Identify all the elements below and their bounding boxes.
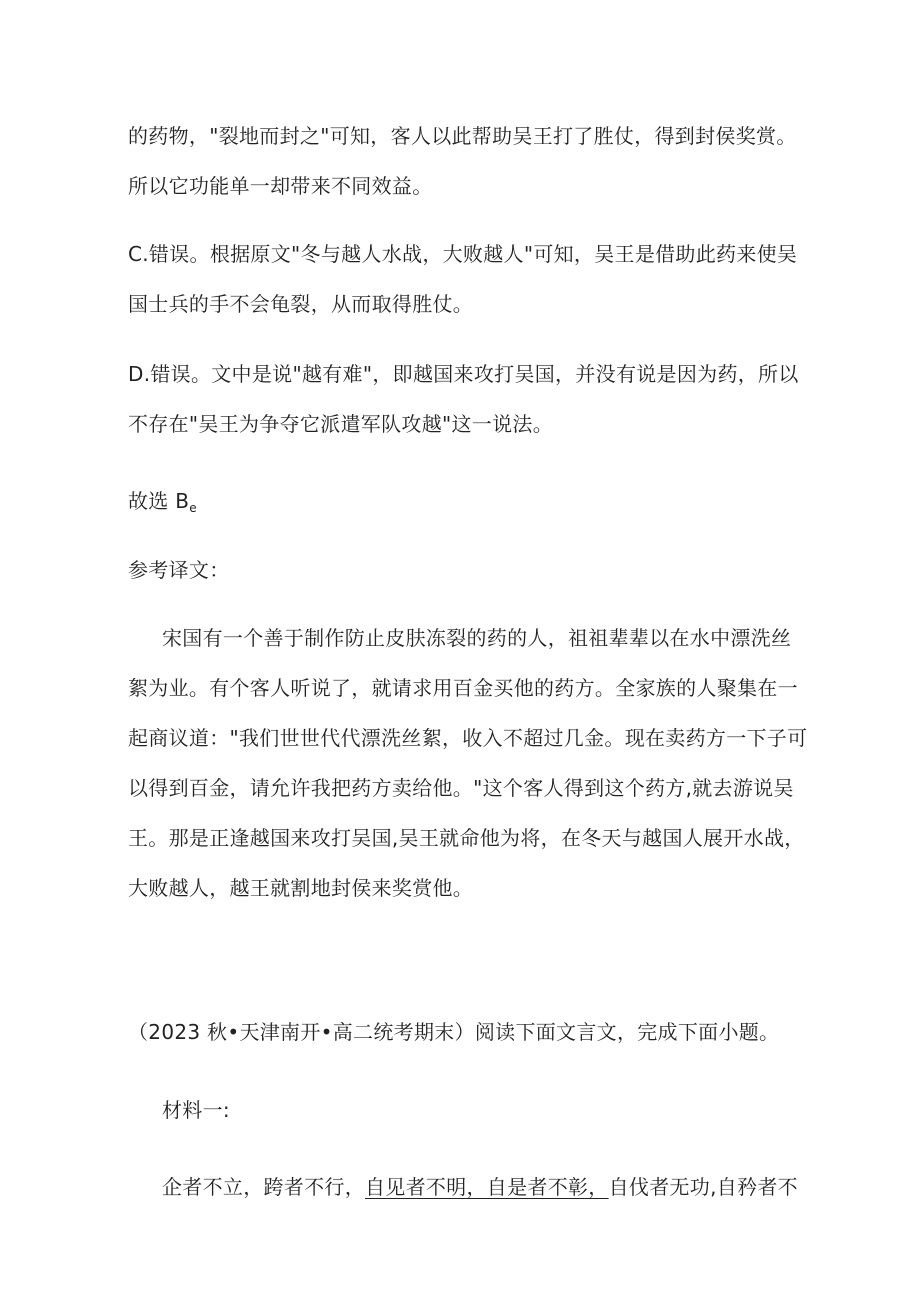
analysis-b-line-1: 的药物，"裂地而封之"可知，客人以此帮助吴王打了胜仗，得到封侯奖赏。 (128, 124, 797, 148)
translation-line-2: 絮为业。有个客人听说了，就请求用百金买他的药方。全家族的人聚集在一 (128, 676, 798, 700)
translation-heading: 参考译文： (128, 558, 230, 582)
material-text-after: 自伐者无功,自矜者不 (608, 1175, 798, 1199)
answer-line (128, 487, 197, 522)
analysis-d-line-1: D.错误。文中是说"越有难"，即越国来攻打吴国，并没有说是因为药，所以 (128, 362, 799, 386)
material-text-underlined: 自见者不明，自是者不彰， (365, 1175, 609, 1199)
analysis-d-line-2: 不存在"吴王为争夺它派遣军队攻越"这一说法。 (128, 412, 553, 436)
answer-text: 故选 B (128, 489, 190, 513)
material-label: 材料一: (162, 1098, 230, 1122)
material-text-line (162, 1173, 798, 1201)
question-source: （2023 秋•天津南开•高二统考期末）阅读下面文言文，完成下面小题。 (128, 1020, 780, 1044)
answer-subscript: e (189, 501, 197, 515)
material-text-before: 企者不立，跨者不行， (162, 1175, 365, 1199)
analysis-c-line-2: 国士兵的手不会龟裂，从而取得胜仗。 (128, 292, 474, 316)
translation-line-5: 王。那是正逢越国来攻打吴国,吴王就命他为将，在冬天与越国人展开水战， (128, 826, 805, 850)
translation-line-6: 大败越人，越王就割地封侯来奖赏他。 (128, 876, 474, 900)
analysis-c-line-1: C.错误。根据原文"冬与越人水战，大败越人"可知，吴王是借助此药来使吴 (128, 242, 798, 266)
translation-line-4: 以得到百金，请允许我把药方卖给他。"这个客人得到这个药方,就去游说吴 (128, 776, 794, 800)
translation-line-3: 起商议道："我们世世代代漂洗丝絮，收入不超过几金。现在卖药方一下子可 (128, 726, 808, 750)
translation-line-1: 宋国有一个善于制作防止皮肤冻裂的药的人，祖祖辈辈以在水中漂洗丝 (162, 626, 792, 650)
analysis-b-line-2: 所以它功能单一却带来不同效益。 (128, 174, 433, 198)
